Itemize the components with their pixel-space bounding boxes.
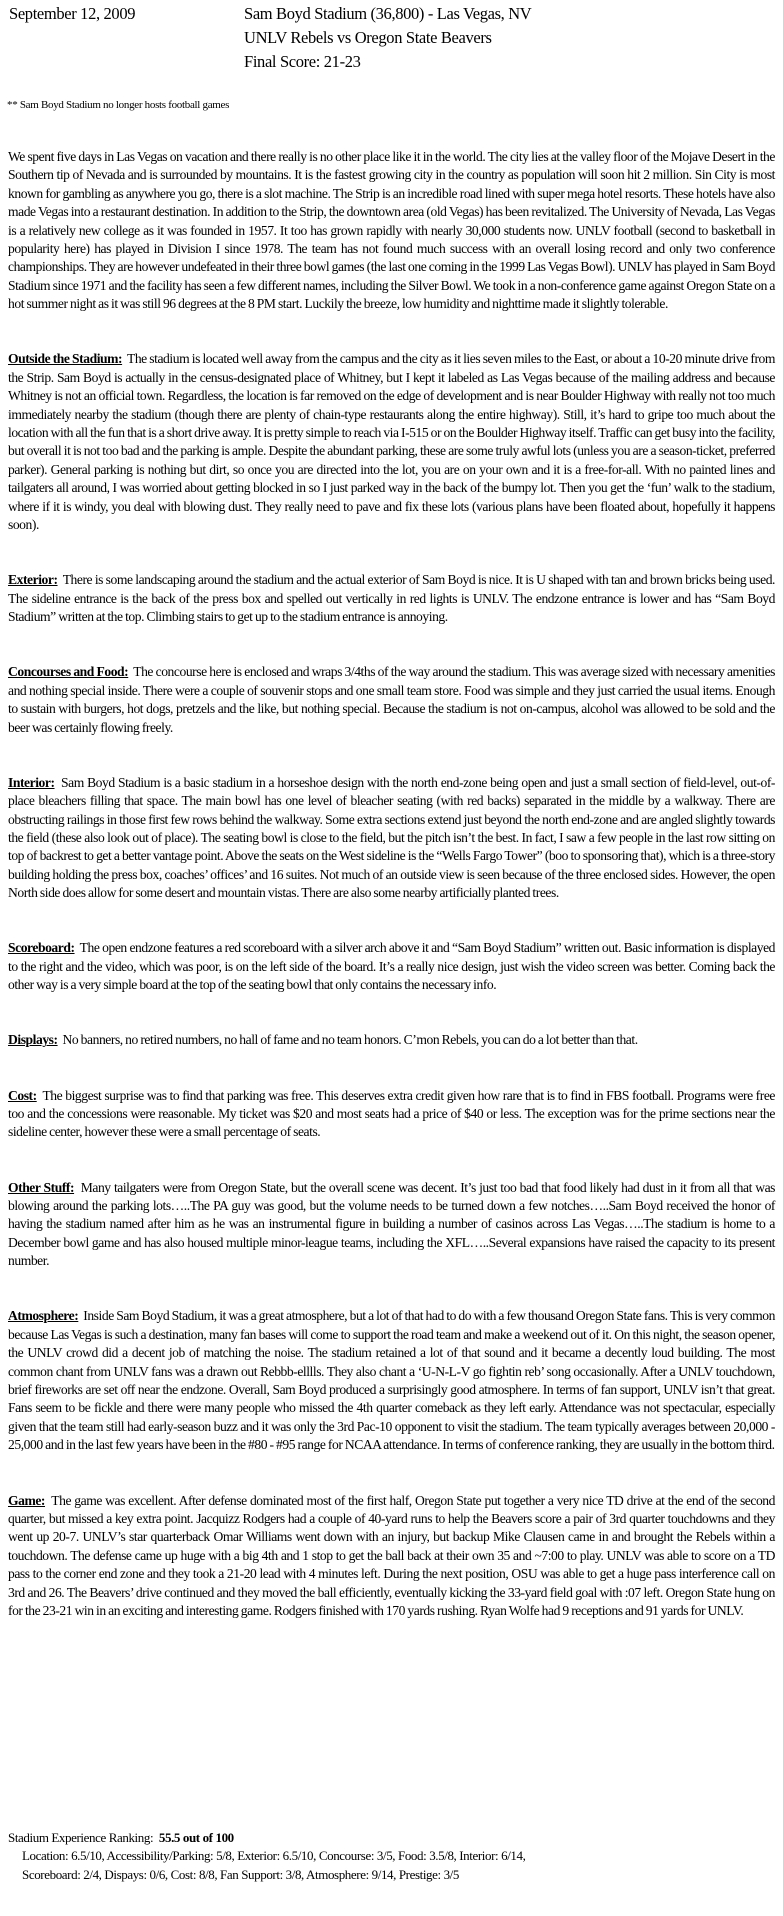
section-heading: Exterior:	[8, 572, 58, 588]
stadium-name: Sam Boyd Stadium (36,800) - Las Vegas, NV	[244, 4, 532, 23]
game-date: September 12, 2009	[9, 4, 136, 23]
review-body	[8, 148, 775, 1620]
section-text: The biggest surprise was to find that parking was free. This deserves extra credit given how rare that is to find in FBS football. Programs were free too and the concessions were reasonable. My ticket was $20 and most seats had a price of $40 or less. The exception was for the prime sections near the sideline center, however these were a small percentage of seats.	[8, 1087, 775, 1140]
section-game	[8, 1492, 775, 1621]
final-score: Final Score: 21-23	[244, 52, 361, 71]
section-other-stuff	[8, 1179, 775, 1271]
intro-paragraph: We spent five days in Las Vegas on vacation and there really is no other place like it in the world. The city lies at the valley floor of the Mojave Desert in the Southern tip of Nevada and is surrounded by mountains. It is the fastest growing city in the country as population will soon hit 2 million. Sin City is most known for gambling as anywhere you go, there is a slot machine. The Strip is an incredible road lined with super mega hotel resorts. These hotels have also made Vegas into a restaurant destination. In addition to the Strip, the downtown area (old Vegas) has been revitalized. The University of Nevada, Las Vegas is a relatively new college as it was founded in 1957. It too has grown rapidly with nearly 30,000 students now. UNLV football (second to basketball in popularity here) has played in Division I since 1978. The team has not found much success with an overall losing record and only two conference championships. They are however undefeated in their three bowl games (the last one coming in the 1999 Las Vegas Bowl). UNLV has played in Sam Boyd Stadium since 1971 and the facility has seen a few different names, including the Silver Bowl. We took in a non-conference game against Oregon State on a hot summer night as it was still 96 degrees at the 8 PM start. Luckily the breeze, low humidity and nighttime made it slightly tolerable.	[8, 149, 775, 312]
section-text: The stadium is located well away from the campus and the city as it lies seven miles to the East, or about a 10-20 minute drive from the Strip. Sam Boyd is actually in the census-designated place of Whitney, but I kept it labeled as Las Vegas because of the mailing address and because Whitney is not an official town. Regardless, the location is far removed on the edge of development and is near Boulder Highway with really not too much immediately nearby the stadium (though there are plenty of chain-type restaurants along the entire highway). Still, it’s hard to gripe too much about the location with all the fun that is a short drive away. It is pretty simple to reach via I-515 or on the Boulder Highway itself. Traffic can get busy into the facility, but overall it is not too bad and the parking is ample. Despite the abundant parking, these are some truly awful lots (unless you are a season-ticket, preferred parker). General parking is nothing but dirt, so once you are directed into the lot, you are on your own and it is a free-for-all. With no painted lines and tailgaters all around, I was worried about getting blocked in so I just parked way in the back of the bumpy lot. Then you get the ‘fun’ walk to the stadium, where if it is windy, you deal with blowing dust. They really need to pave and fix these lots (various plans have been floated about, hopefully it happens soon).	[8, 351, 776, 533]
ranking-breakdown-1: Location: 6.5/10, Accessibility/Parking: 5/8, Exterior: 6.5/10, Concourse: 3/5, Food: 3.5/8, Interior: 6/14,	[22, 1848, 526, 1864]
section-heading: Outside the Stadium:	[8, 351, 123, 367]
section-heading: Other Stuff:	[8, 1179, 75, 1195]
ranking-label: Stadium Experience Ranking:	[8, 1830, 154, 1845]
section-outside	[8, 350, 775, 534]
experience-ranking	[8, 1829, 525, 1884]
footnote: ** Sam Boyd Stadium no longer hosts football games	[7, 99, 230, 111]
ranking-breakdown-2: Scoreboard: 2/4, Dispays: 0/6, Cost: 8/8, Fan Support: 3/8, Atmosphere: 9/14, Prestige: 3/5	[22, 1866, 459, 1882]
section-heading: Cost:	[8, 1087, 37, 1103]
ranking-total-line	[8, 1829, 525, 1847]
section-concourses	[8, 663, 775, 737]
section-text: Inside Sam Boyd Stadium, it was a great atmosphere, but a lot of that had to do with a few thousand Oregon State fans. This is very common because Las Vegas is such a destination, many fan bases will come to support the road team and make a weekend out of it. On this night, the season opener, the UNLV crowd did a decent job of matching the noise. The stadium retained a lot of that sound and it became a decently loud building. The most common chant from UNLV fans was a drawn out Rebbb-elllls. They also chant a ‘U-N-L-V go fightin reb’ song occasionally. After a UNLV touchdown, brief fireworks are set off near the endzone. Overall, Sam Boyd produced a surprisingly good atmosphere. In terms of fan support, UNLV isn’t that great. Fans seem to be fickle and there were many people who missed the 4th quarter comeback as they left early. Attendance was not spectacular, especially given that the team still had early-season buzz and it was only the 3rd Pac-10 opponent to visit the stadium. The team typically averages between 20,000 - 25,000 and in the last few years have been in the #80 - #95 range for NCAA attendance. In terms of conference ranking, they are usually in the bottom third.	[8, 1308, 775, 1453]
section-text: No banners, no retired numbers, no hall of fame and no team honors. C’mon Rebels, you can do a lot better than that.	[62, 1032, 638, 1048]
section-interior	[8, 774, 775, 903]
section-text: There is some landscaping around the stadium and the actual exterior of Sam Boyd is nice. It is U shaped with tan and brown bricks being used. The sideline entrance is the back of the press box and spelled out vertically in red lights is UNLV. The endzone entrance is lower and has “Sam Boyd Stadium” written at the top. Climbing stairs to get up to the stadium entrance is annoying.	[8, 572, 776, 625]
section-heading: Interior:	[8, 774, 55, 790]
section-heading: Atmosphere:	[8, 1308, 79, 1324]
section-cost	[8, 1087, 775, 1142]
game-info	[244, 2, 531, 74]
section-heading: Concourses and Food:	[8, 664, 129, 680]
matchup: UNLV Rebels vs Oregon State Beavers	[244, 28, 492, 47]
section-displays	[8, 1031, 775, 1049]
section-heading: Game:	[8, 1492, 46, 1508]
section-text: The open endzone features a red scoreboard with a silver arch above it and “Sam Boyd Stadium” written out. Basic information is displayed to the right and the video, which was poor, is on the left side of the board. It’s a really nice design, just wish the video screen was better. Coming back the other way is a very simple board at the top of the seating bowl that only contains the necessary info.	[8, 940, 776, 993]
section-heading: Displays:	[8, 1032, 58, 1048]
section-heading: Scoreboard:	[8, 940, 75, 956]
section-scoreboard	[8, 939, 775, 994]
section-text: The concourse here is enclosed and wraps 3/4ths of the way around the stadium. This was average sized with necessary amenities and nothing special inside. There were a couple of souvenir stops and one small team store. Food was simple and they just carried the usual items. Enough to sustain with burgers, hot dogs, pretzels and the like, but nothing special. Because the stadium is not on-campus, alcohol was allowed to be sold and the beer was certainly flowing freely.	[8, 664, 775, 735]
section-exterior	[8, 571, 775, 626]
section-text: Many tailgaters were from Oregon State, but the overall scene was decent. It’s just too bad that food likely had dust in it from all that was blowing around the parking lots…..The PA guy was good, but the volume needs to be turned down a few notches…..Sam Boyd received the honor of having the stadium named after him as he was an instrumental figure in building a number of casinos across Las Vegas…..The stadium is home to a December bowl game and has also housed multiple minor-league teams, including the XFL…..Several expansions have raised the capacity to its present number.	[8, 1179, 775, 1269]
section-text: The game was excellent. After defense dominated most of the first half, Oregon State put together a very nice TD drive at the end of the second quarter, but missed a key extra point. Jacquizz Rodgers had a couple of 40-yard runs to help the Beavers score a pair of 3rd quarter touchdowns and they went up 20-7. UNLV’s star quarterback Omar Williams went down with an injury, but backup Mike Clausen came in and brought the Rebels within a touchdown. The defense came up huge with a big 4th and 1 stop to get the ball back at their own 35 and ~7:00 to play. UNLV was able to score on a TD pass to the corner end zone and they took a 21-20 lead with 4 minutes left. During the next position, OSU was able to get a huge pass interference call on 3rd and 26. The Beavers’ drive continued and they moved the ball efficiently, eventually kicking the 33-yard field goal with :07 left. Oregon State hung on for the 23-21 win in an exciting and interesting game. Rodgers finished with 170 yards rushing. Ryan Wolfe had 9 receptions and 91 yards for UNLV.	[8, 1492, 775, 1618]
section-atmosphere	[8, 1307, 775, 1454]
ranking-total: 55.5 out of 100	[158, 1830, 234, 1845]
section-text: Sam Boyd Stadium is a basic stadium in a horseshoe design with the north end-zone being open and just a small section of field-level, out-of-place bleachers filling that space. The main bowl has one level of bleacher seating (with red backs) separated in the middle by a walkway. There are obstructing railings in those first few rows behind the walkway. Some extra sections extend just beyond the north end-zone and are angled slightly towards the field (these also look out of place). The seating bowl is close to the field, but the pitch isn’t the best. In fact, I saw a few people in the last row sitting on top of backrest to get a better vantage point. Above the seats on the West sideline is the “Wells Fargo Tower” (boo to sponsoring that), which is a three-story building holding the press box, coaches’ offices’ and 16 suites. Not much of an outside view is seen because of the three enclosed sides. However, the open North side does allow for some desert and mountain vistas. There are also some nearby artificially planted trees.	[8, 774, 775, 901]
